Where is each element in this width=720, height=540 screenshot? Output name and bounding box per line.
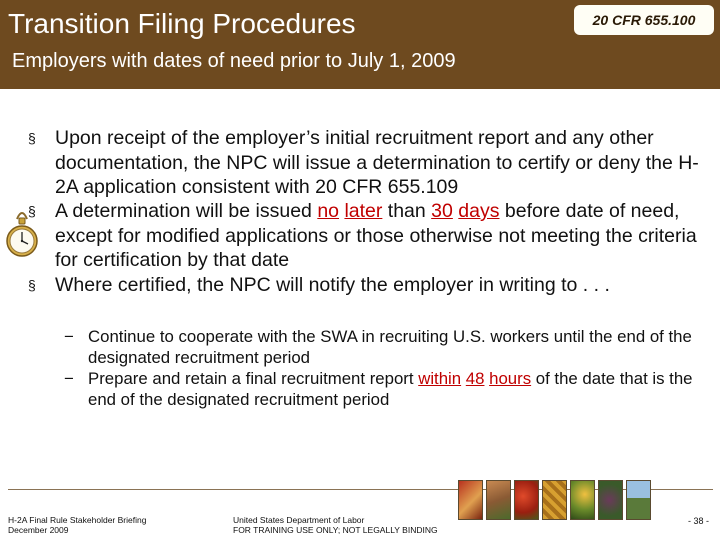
- tractor-photo: [626, 480, 651, 520]
- honeycomb-photo: [542, 480, 567, 520]
- field-worker-photo: [486, 480, 511, 520]
- footer-department: [233, 515, 438, 535]
- sub-bullet-text-part: Prepare and retain a final recruitment report: [88, 369, 419, 388]
- sub-bullet-list: [64, 326, 714, 410]
- bullet-list: [28, 126, 710, 319]
- footer-photo-strip: [458, 480, 651, 520]
- orchard-photo: [570, 480, 595, 520]
- sub-bullet-item: [64, 368, 714, 410]
- square-bullet-icon: §: [28, 277, 36, 293]
- bullet-text-part: than: [382, 200, 432, 222]
- dash-icon: −: [64, 327, 74, 346]
- emphasis-no: no: [317, 200, 340, 222]
- dash-icon: −: [64, 369, 74, 388]
- grapes-photo: [598, 480, 623, 520]
- emphasis-within: within: [418, 369, 462, 388]
- produce-photo: [458, 480, 483, 520]
- slide-title: Transition Filing Procedures: [8, 8, 356, 39]
- footer-department-name: United States Department of Labor: [233, 515, 365, 525]
- page-number: - 38 -: [688, 516, 710, 526]
- cfr-citation-badge: 20 CFR 655.100: [574, 5, 714, 35]
- emphasis-48: 48: [465, 369, 485, 388]
- bullet-item: [28, 273, 710, 319]
- bullet-text-part: A determination will be issued: [55, 200, 318, 222]
- footer-briefing: [8, 515, 146, 535]
- sub-bullet-text-part: of the date that is the end of the designated recruitment period: [88, 369, 693, 409]
- footer-disclaimer: FOR TRAINING USE ONLY; NOT LEGALLY BINDING: [233, 525, 438, 535]
- emphasis-30: 30: [431, 200, 453, 222]
- footer-briefing-date: December 2009: [8, 525, 69, 535]
- square-bullet-icon: §: [28, 203, 36, 219]
- bullet-text-part: before date of need, except for modified applications or those otherwise not meeting the criteria for certification by that date: [55, 200, 697, 271]
- tomatoes-photo: [514, 480, 539, 520]
- slide-subtitle: Employers with dates of need prior to July 1, 2009: [12, 50, 456, 72]
- bullet-text: Where certified, the NPC will notify the employer in writing to . . .: [55, 274, 610, 296]
- bullet-text: Upon receipt of the employer’s initial recruitment report and any other documentation, the NPC will issue a determination to certify or deny the H-2A application consistent with 20 CFR 655.109: [55, 127, 699, 198]
- square-bullet-icon: §: [28, 130, 36, 146]
- emphasis-days: days: [458, 200, 500, 222]
- footer-briefing-title: H-2A Final Rule Stakeholder Briefing: [8, 515, 147, 525]
- emphasis-later: later: [344, 200, 383, 222]
- sub-bullet-item: [64, 326, 714, 368]
- bullet-item: [28, 126, 710, 199]
- sub-bullet-text: Continue to cooperate with the SWA in recruiting U.S. workers until the end of the designated recruitment period: [88, 327, 692, 367]
- emphasis-hours: hours: [489, 369, 532, 388]
- title-bar: [0, 0, 720, 89]
- bullet-item: [28, 199, 710, 273]
